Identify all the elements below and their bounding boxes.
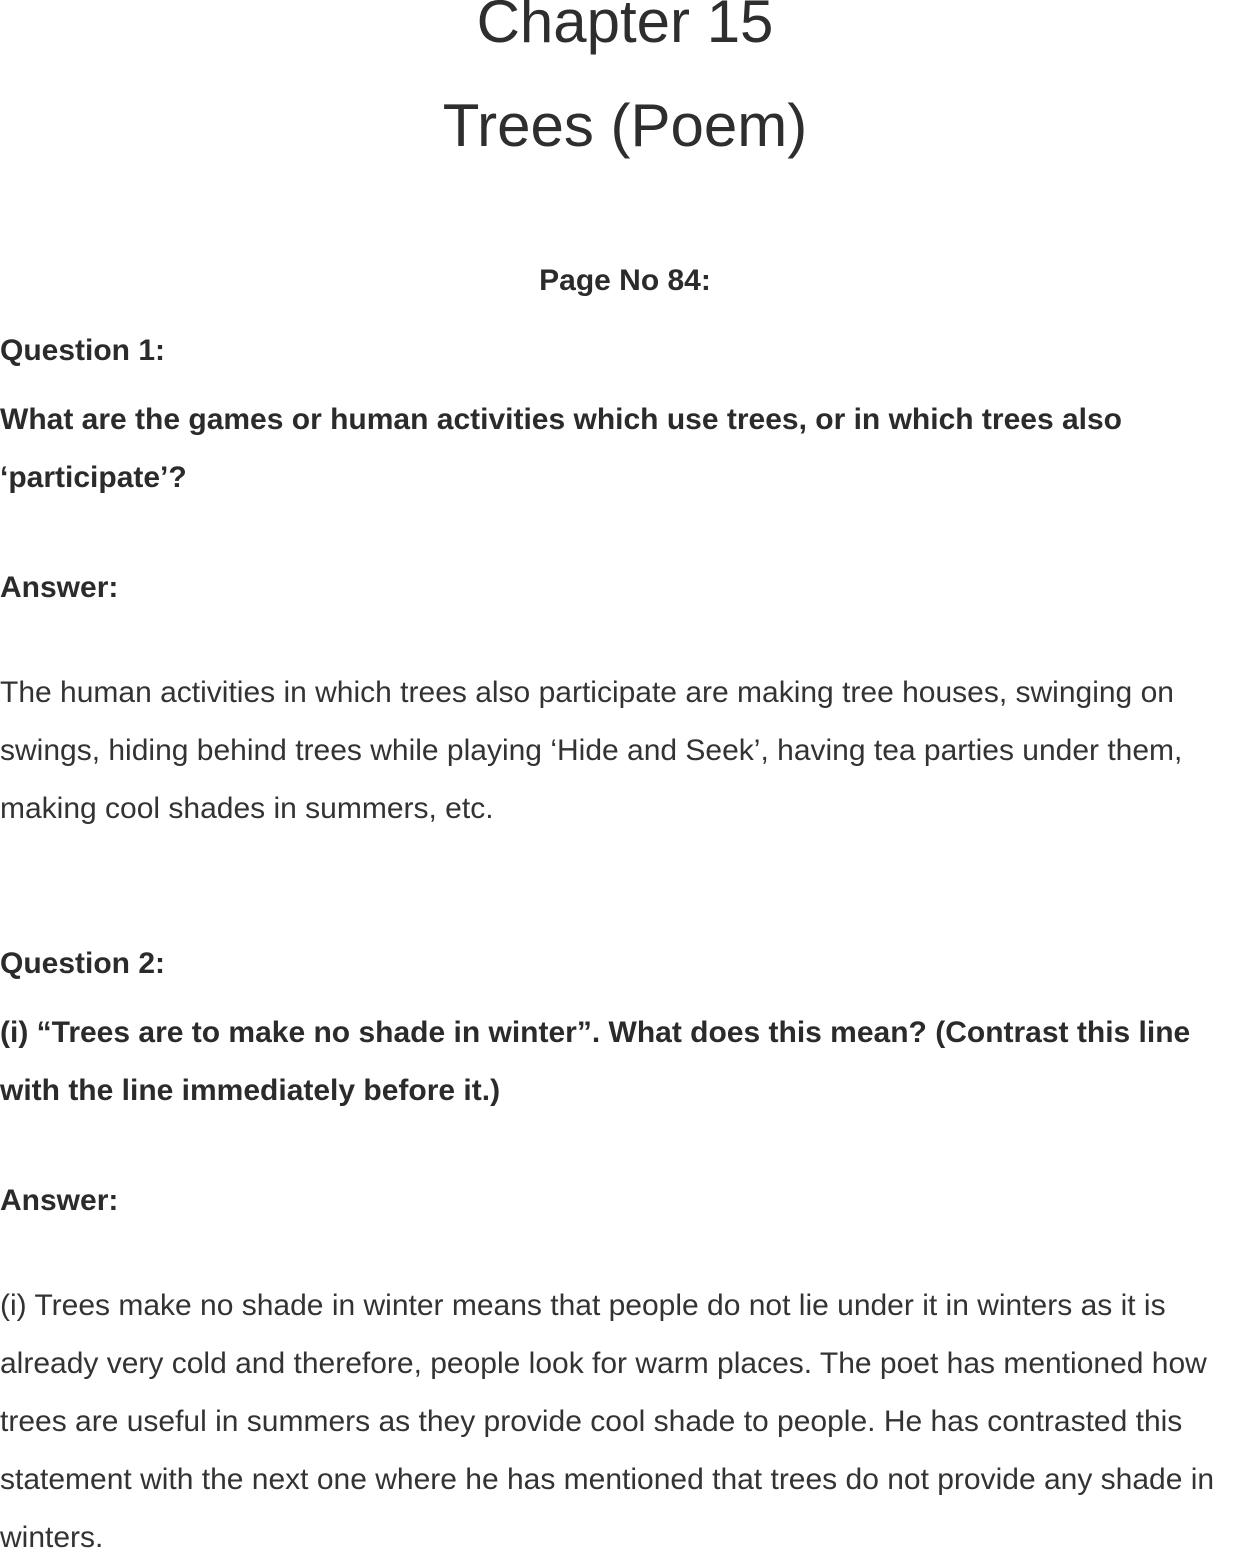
question-1-text: What are the games or human activities which use trees, or in which trees also ‘participate’? — [0, 403, 1123, 494]
answer-2-label: Answer: — [0, 1184, 119, 1217]
question-1-block — [0, 391, 1250, 507]
question-2-block — [0, 1004, 1250, 1120]
question-1-label: Question 1: — [0, 334, 166, 367]
answer-2-block — [0, 1277, 1250, 1567]
answer-1-label: Answer: — [0, 571, 119, 604]
question-2-label-block — [0, 945, 1250, 983]
page-number-heading: Page No 84: — [539, 264, 711, 297]
answer-2-label-block — [0, 1182, 1250, 1220]
answer-1-label-block — [0, 569, 1250, 607]
question-2-label: Question 2: — [0, 947, 166, 980]
answer-1-text: The human activities in which trees also participate are making tree houses, swinging on swings, hiding behind trees while playing ‘Hide and Seek’, having tea parties under them, making cool shades in summers, etc. — [0, 676, 1183, 825]
answer-1-block — [0, 664, 1250, 838]
question-1-label-block — [0, 332, 1250, 370]
chapter-heading: Chapter 15 — [476, 0, 774, 55]
question-2-text: (i) “Trees are to make no shade in winter”. What does this mean? (Contrast this line with the line immediately before it.) — [0, 1016, 1191, 1107]
answer-2-text: (i) Trees make no shade in winter means that people do not lie under it in winters as it is already very cold and therefore, people look for warm places. The poet has mentioned how trees are useful in summers as they provide cool shade to people. He has contrasted this statement with the next one where he has mentioned that trees do not provide any shade in winters. — [0, 1289, 1215, 1554]
chapter-title: Trees (Poem) — [442, 92, 808, 159]
